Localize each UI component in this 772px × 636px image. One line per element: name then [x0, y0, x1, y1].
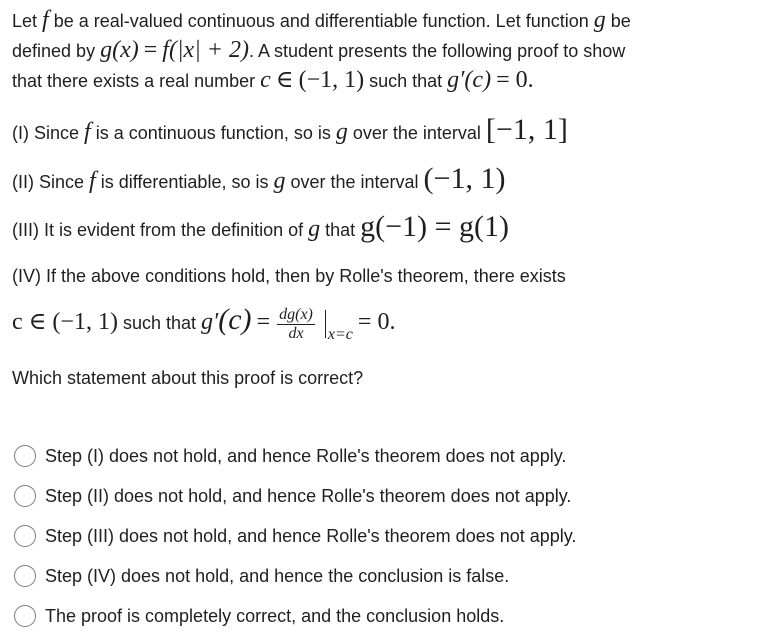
math-c-in-interval: c ∈ (−1, 1) — [12, 309, 118, 335]
option-2[interactable] — [14, 476, 576, 516]
math-closed-interval: [−1, 1] — [485, 113, 568, 146]
math-g-def-rhs: f(|x| + 2) — [162, 37, 249, 63]
math-f: f — [42, 7, 49, 33]
derivative-fraction — [277, 306, 315, 343]
option-label: The proof is completely correct, and the conclusion holds. — [45, 605, 505, 626]
evaluation-bar — [325, 310, 326, 338]
radio-button[interactable] — [14, 445, 36, 467]
intro-line-3: that there exists a real number c ∈ (−1, 1) such that g′(c) = 0. — [12, 67, 534, 93]
answer-options — [14, 436, 576, 636]
radio-button[interactable] — [14, 605, 36, 627]
fraction-numerator: dg(x) — [279, 305, 313, 323]
fraction-denominator: dx — [288, 324, 304, 342]
option-4[interactable] — [14, 556, 576, 596]
math-open-interval-2: (−1, 1) — [423, 162, 506, 195]
math-open-interval: (−1, 1) — [298, 67, 365, 93]
math-gprime: g′ — [201, 309, 219, 335]
option-5[interactable] — [14, 596, 576, 636]
option-label: Step (III) does not hold, and hence Rolle's theorem does not apply. — [45, 525, 577, 546]
option-label: Step (I) does not hold, and hence Rolle's theorem does not apply. — [45, 445, 567, 466]
step-3: (III) It is evident from the definition of g that g(−1) = g(1) — [12, 210, 509, 243]
radio-button[interactable] — [14, 485, 36, 507]
step-4-line-2: c ∈ (−1, 1) such that g′(c) = $\frac{dg(x)}{dx}$ x=c = 0. — [12, 303, 396, 343]
option-1[interactable] — [14, 436, 576, 476]
intro-line-2: defined by g(x) = f(|x| + 2). A student presents the following proof to show — [12, 37, 626, 63]
radio-button[interactable] — [14, 565, 36, 587]
math-paren-c: (c) — [218, 303, 252, 336]
step-1: (I) Since f is a continuous function, so is g over the interval [−1, 1] — [12, 113, 568, 146]
math-gprime-c: g′(c) — [447, 67, 492, 93]
option-label: Step (II) does not hold, and hence Rolle's theorem does not apply. — [45, 485, 572, 506]
math-g-equality: g(−1) = g(1) — [360, 210, 509, 243]
math-g-def-lhs: g(x) — [100, 37, 139, 63]
math-g: g — [593, 7, 606, 33]
step-4-line-1: (IV) If the above conditions hold, then by Rolle's theorem, there exists — [12, 266, 566, 286]
math-c: c — [260, 67, 271, 93]
intro-line-1: Let f be a real-valued continuous and differentiable function. Let function g be — [12, 7, 631, 33]
question-text: Which statement about this proof is correct? — [12, 368, 364, 388]
evaluation-subscript: x=c — [327, 326, 353, 343]
option-3[interactable] — [14, 516, 576, 556]
option-label: Step (IV) does not hold, and hence the conclusion is false. — [45, 565, 510, 586]
step-2: (II) Since f is differentiable, so is g over the interval (−1, 1) — [12, 162, 506, 195]
radio-button[interactable] — [14, 525, 36, 547]
